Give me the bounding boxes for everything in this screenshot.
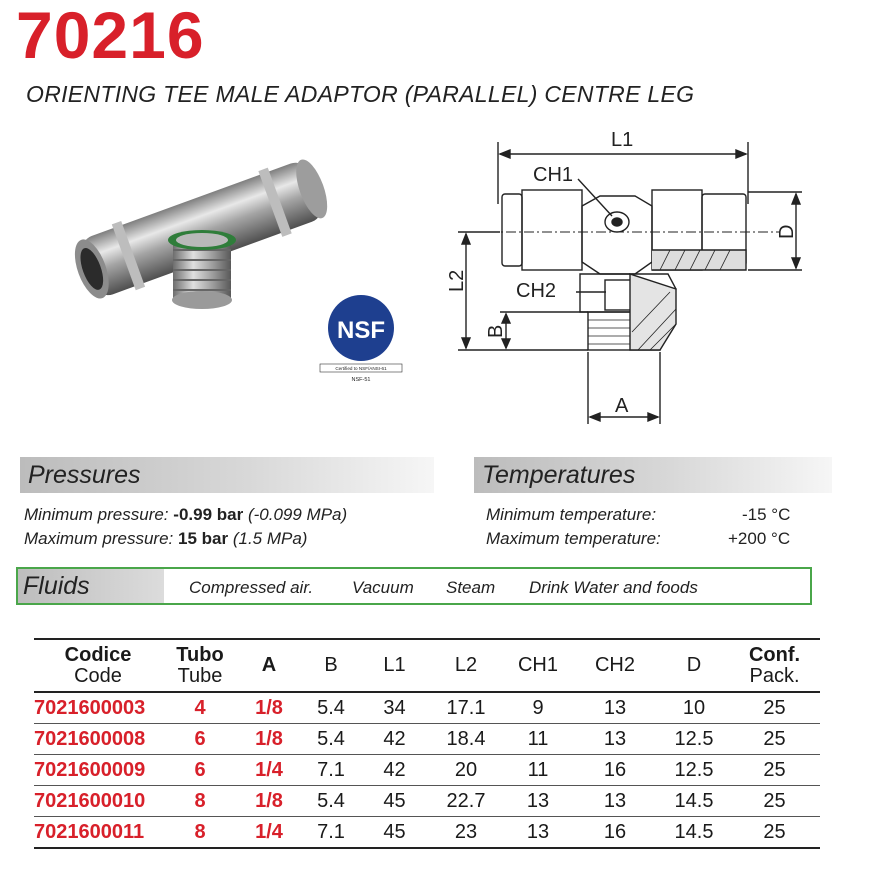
cell-l2: 17.1 <box>427 692 505 724</box>
col-header-code: Codice Code <box>34 639 162 692</box>
label-ch2: CH2 <box>516 280 557 302</box>
cell-b: 7.1 <box>300 817 362 849</box>
technical-drawing <box>430 124 820 434</box>
cell-a: 1/8 <box>238 692 300 724</box>
min-temperature-label: Minimum temperature: <box>486 505 657 524</box>
cell-ch2: 13 <box>571 724 659 755</box>
cell-code: 7021600010 <box>34 786 162 817</box>
cell-pack: 25 <box>729 692 820 724</box>
cell-ch2: 16 <box>571 817 659 849</box>
col-header-l1: L1 <box>362 639 427 692</box>
label-l1: L1 <box>611 129 634 151</box>
cell-code: 7021600011 <box>34 817 162 849</box>
cell-d: 10 <box>659 692 729 724</box>
cell-a: 1/8 <box>238 786 300 817</box>
cell-l1: 45 <box>362 817 427 849</box>
fluid-item: Drink Water and foods <box>529 578 698 597</box>
cell-a: 1/8 <box>238 724 300 755</box>
col-header-d: D <box>659 639 729 692</box>
pressures-heading: Pressures <box>20 457 434 493</box>
table-row <box>34 755 820 786</box>
max-pressure-alt: (1.5 MPa) <box>232 529 308 548</box>
cell-ch1: 11 <box>505 724 571 755</box>
svg-text:Certified to NSF/ANSI-61: Certified to NSF/ANSI-61 <box>335 366 387 371</box>
table-row <box>34 817 820 849</box>
cell-l2: 22.7 <box>427 786 505 817</box>
col-header-b: B <box>300 639 362 692</box>
cell-l1: 45 <box>362 786 427 817</box>
min-pressure-label: Minimum pressure: <box>24 505 169 524</box>
fluid-item: Compressed air. <box>189 578 314 597</box>
col-header-ch2: CH2 <box>571 639 659 692</box>
min-pressure-alt: (-0.099 MPa) <box>247 505 348 524</box>
cell-d: 12.5 <box>659 755 729 786</box>
specification-table <box>34 638 820 849</box>
cell-ch2: 13 <box>571 786 659 817</box>
max-temperature-label: Maximum temperature: <box>486 529 661 548</box>
min-temperature-value: -15 °C <box>742 505 791 524</box>
col-header-l2: L2 <box>427 639 505 692</box>
col-header-a: A <box>238 639 300 692</box>
cell-ch1: 11 <box>505 755 571 786</box>
min-pressure-value: -0.99 bar <box>173 505 244 524</box>
fluid-item: Vacuum <box>352 578 414 597</box>
cell-ch1: 9 <box>505 692 571 724</box>
table-header-row <box>34 639 820 692</box>
product-photo <box>55 130 340 325</box>
max-pressure-row <box>24 529 307 549</box>
fluid-item: Steam <box>446 578 496 597</box>
cell-b: 5.4 <box>300 724 362 755</box>
cell-ch1: 13 <box>505 817 571 849</box>
max-pressure-value: 15 bar <box>178 529 229 548</box>
cell-ch2: 16 <box>571 755 659 786</box>
cell-b: 5.4 <box>300 786 362 817</box>
cell-tube: 4 <box>162 692 238 724</box>
cell-pack: 25 <box>729 817 820 849</box>
svg-text:NSF-51: NSF-51 <box>351 377 371 383</box>
cell-a: 1/4 <box>238 817 300 849</box>
cell-a: 1/4 <box>238 755 300 786</box>
cell-pack: 25 <box>729 755 820 786</box>
col-header-tube: Tubo Tube <box>162 639 238 692</box>
label-b: B <box>485 324 507 338</box>
label-d: D <box>776 224 798 239</box>
cell-b: 5.4 <box>300 692 362 724</box>
max-temperature-value: +200 °C <box>728 529 791 548</box>
fluids-box <box>16 567 812 605</box>
max-pressure-label: Maximum pressure: <box>24 529 174 548</box>
cell-l1: 34 <box>362 692 427 724</box>
nsf-certification-logo <box>318 292 404 384</box>
cell-l2: 23 <box>427 817 505 849</box>
cell-d: 14.5 <box>659 817 729 849</box>
cell-code: 7021600008 <box>34 724 162 755</box>
cell-l2: 20 <box>427 755 505 786</box>
cell-pack: 25 <box>729 786 820 817</box>
col-header-pack: Conf. Pack. <box>729 639 820 692</box>
cell-code: 7021600003 <box>34 692 162 724</box>
cell-l1: 42 <box>362 755 427 786</box>
cell-d: 14.5 <box>659 786 729 817</box>
temperatures-heading: Temperatures <box>474 457 832 493</box>
label-l2: L2 <box>446 269 468 292</box>
cell-ch2: 13 <box>571 692 659 724</box>
label-ch1: CH1 <box>533 164 574 186</box>
cell-code: 7021600009 <box>34 755 162 786</box>
svg-text:NSF: NSF <box>337 317 385 344</box>
cell-b: 7.1 <box>300 755 362 786</box>
cell-pack: 25 <box>729 724 820 755</box>
fluids-heading: Fluids <box>18 569 164 603</box>
label-a: A <box>615 395 629 417</box>
table-row <box>34 692 820 724</box>
cell-tube: 6 <box>162 724 238 755</box>
table-row <box>34 786 820 817</box>
cell-tube: 8 <box>162 817 238 849</box>
min-pressure-row <box>24 505 347 525</box>
cell-d: 12.5 <box>659 724 729 755</box>
cell-ch1: 13 <box>505 786 571 817</box>
product-subtitle: ORIENTING TEE MALE ADAPTOR (PARALLEL) CENTRE LEG <box>26 81 695 107</box>
table-row <box>34 724 820 755</box>
product-code-title: 70216 <box>16 0 205 72</box>
col-header-ch1: CH1 <box>505 639 571 692</box>
cell-l2: 18.4 <box>427 724 505 755</box>
cell-l1: 42 <box>362 724 427 755</box>
cell-tube: 6 <box>162 755 238 786</box>
cell-tube: 8 <box>162 786 238 817</box>
